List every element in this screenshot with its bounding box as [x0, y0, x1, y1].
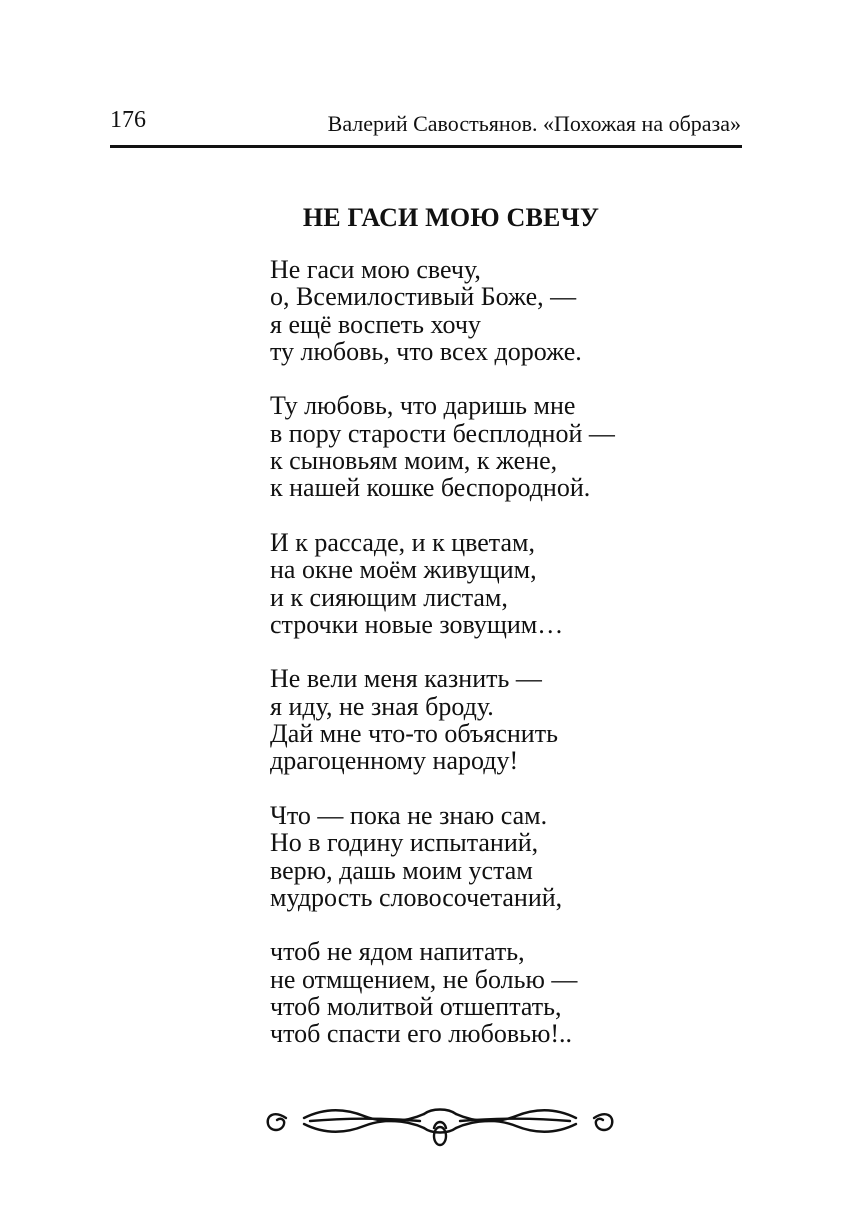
flourish-ornament-icon	[264, 1096, 616, 1148]
poem-line: о, Всемилостивый Боже, —	[270, 282, 577, 312]
stanza-1	[270, 256, 830, 365]
poem-line: Что — пока не знаю сам.	[270, 800, 548, 830]
poem-line: к сыновьям моим, к жене,	[270, 446, 558, 476]
running-title: Валерий Савостьянов. «Похожая на образа»	[327, 111, 741, 136]
stanza-2	[270, 392, 830, 501]
poem-line: Дай мне что-то объяснить	[270, 719, 558, 749]
poem-title: НЕ ГАСИ МОЮ СВЕЧУ	[302, 203, 600, 232]
poem-line: И к рассаде, и к цветам,	[270, 527, 535, 557]
poem-line: чтоб спасти его любовью!..	[270, 1019, 573, 1049]
poem-line: Но в годину испытаний,	[270, 828, 539, 858]
poem-line: драгоценному народу!	[270, 746, 519, 776]
poem-line: ту любовь, что всех дороже.	[270, 336, 582, 366]
poem-body	[270, 256, 830, 1075]
stanza-4	[270, 665, 830, 774]
page-number: 176	[110, 107, 146, 133]
poem-line: Не вели меня казнить —	[270, 664, 542, 694]
poem-line: не отмщением, не болью —	[270, 964, 578, 994]
poem-line: в пору старости бесплодной —	[270, 418, 615, 448]
poem-line: и к сияющим листам,	[270, 582, 508, 612]
poem-line: верю, дашь моим устам	[270, 855, 533, 885]
poem-line: я ещё воспеть хочу	[270, 309, 481, 339]
poem-line: строчки новые зовущим…	[270, 609, 564, 639]
poem-line: Не гаси мою свечу,	[270, 255, 481, 284]
stanza-3	[270, 529, 830, 638]
poem-line: Ту любовь, что даришь мне	[270, 391, 576, 421]
poem-line: к нашей кошке беспородной.	[270, 473, 591, 503]
stanza-6	[270, 938, 830, 1047]
poem-line: чтоб молитвой отшептать,	[270, 992, 562, 1022]
header-divider	[110, 145, 742, 148]
poem-line: мудрость словосочетаний,	[270, 882, 563, 912]
poem-line: на окне моём живущим,	[270, 555, 537, 585]
poem-line: чтоб не ядом напитать,	[270, 937, 525, 967]
poem-line: я иду, не зная броду.	[270, 691, 494, 721]
stanza-5	[270, 802, 830, 911]
